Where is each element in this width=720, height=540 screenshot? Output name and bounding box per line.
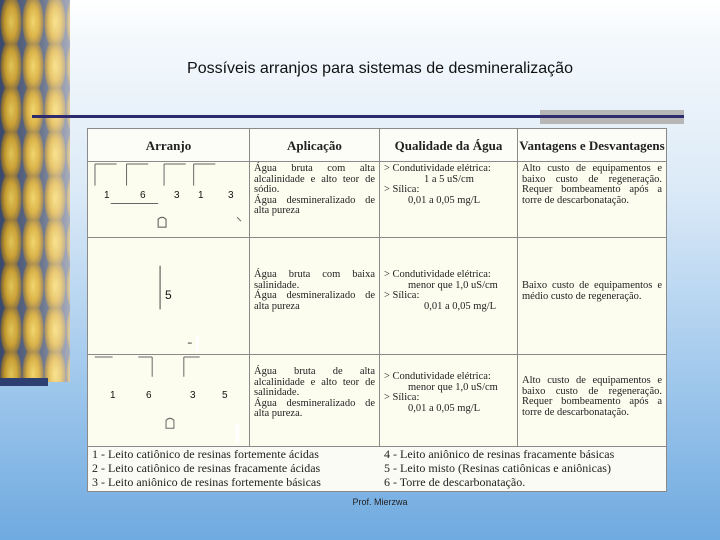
qualidade-label: > Sílica: — [384, 290, 420, 301]
qualidade-label: > Condutividade elétrica: — [384, 163, 491, 174]
legend-item: 6 - Torre de descarbonatação. — [384, 475, 526, 489]
diagram-number: 1 — [110, 390, 116, 401]
table-row — [88, 162, 666, 238]
diagram-number: 3 — [190, 390, 196, 401]
diagram-number: 3 — [174, 190, 180, 201]
aplicacao-text: Água desmineralizado de alta pureza — [254, 194, 375, 216]
legend-item: 5 - Leito misto (Resinas catiônicas e aniônicas) — [384, 461, 611, 475]
arranjo-cell — [88, 162, 250, 237]
footer-credit: Prof. Mierzwa — [352, 497, 408, 507]
decorative-strip-base — [0, 378, 48, 386]
qualidade-label: > Condutividade elétrica: — [384, 269, 491, 280]
aplicacao-cell — [250, 238, 380, 354]
header-vantagens: Vantagens e Desvantagens — [518, 129, 666, 162]
vantagens-cell: Alto custo de equipamentos e baixo custo de regeneração. Requer bombeamento após a torre de descarbonatação. — [522, 375, 662, 418]
qualidade-value: 0,01 a 0,05 mg/L — [424, 300, 497, 312]
aplicacao-text: Água desmineralizado de alta pureza. — [254, 397, 375, 419]
aplicacao-cell — [250, 162, 380, 237]
aplicacao-text: Água bruta com alta alcalinidade e alto teor de sódio. — [254, 163, 375, 195]
qualidade-value: 1 a 5 uS/cm — [424, 173, 474, 185]
aplicacao-text: Água bruta de alta alcalinidade e alto teor de salinidade. — [254, 366, 375, 398]
diagram-number: 1 — [104, 190, 110, 201]
header-aplicacao: Aplicação — [250, 129, 380, 162]
header-arranjo: Arranjo — [88, 129, 250, 162]
qualidade-value: menor que 1,0 uS/cm — [408, 279, 498, 291]
decorative-strip-overlay — [0, 0, 70, 382]
aplicacao-cell — [250, 355, 380, 446]
qualidade-cell — [380, 238, 518, 354]
legend — [88, 447, 666, 491]
header-qualidade: Qualidade da Água — [380, 129, 518, 162]
aplicacao-text: Água desmineralizado de alta pureza — [254, 290, 375, 312]
vantagens-cell: Alto custo de equipamentos e baixo custo de regeneração. Requer bombeamento após a torre de descarbonatação. — [522, 163, 662, 206]
legend-item: 1 - Leito catiônico de resinas fortemente ácidas — [92, 447, 319, 461]
arrangements-table — [87, 128, 667, 492]
diagram-number: 6 — [140, 190, 146, 201]
qualidade-cell — [380, 162, 518, 237]
table-row — [88, 355, 666, 447]
aplicacao-text: Água bruta com baixa salinidade. — [254, 269, 375, 291]
arranjo-cell — [88, 238, 250, 354]
legend-right — [384, 447, 614, 489]
qualidade-value: menor que 1,0 uS/cm — [408, 381, 498, 393]
qualidade-value: 0,01 a 0,05 mg/L — [408, 194, 481, 206]
table-row — [88, 238, 666, 355]
diagram-number: 3 — [228, 190, 234, 201]
legend-item: 3 - Leito aniônico de resinas fortemente básicas — [92, 475, 321, 489]
arrangement-diagram — [88, 162, 248, 237]
legend-item: 4 - Leito aniônico de resinas fracamente básicas — [384, 447, 615, 461]
page-title: Possíveis arranjos para sistemas de desmineralização — [187, 60, 573, 77]
qualidade-cell — [380, 355, 518, 446]
diagram-number: 6 — [146, 390, 152, 401]
qualidade-value: 0,01 a 0,05 mg/L — [408, 402, 481, 414]
vantagens-cell: Baixo custo de equipamentos e médio custo de regeneração. — [522, 280, 662, 302]
qualidade-label: > Condutividade elétrica: — [384, 371, 491, 382]
qualidade-label: > Sílica: — [384, 392, 420, 403]
diagram-number: 5 — [222, 390, 228, 401]
diagram-number: 1 — [198, 190, 204, 201]
arranjo-cell — [88, 355, 250, 446]
qualidade-label: > Sílica: — [384, 184, 420, 195]
diagram-number: 5 — [165, 288, 172, 302]
legend-left — [92, 447, 321, 489]
legend-item: 2 - Leito catiônico de resinas fracamente ácidas — [92, 461, 321, 475]
title-divider — [32, 115, 684, 118]
